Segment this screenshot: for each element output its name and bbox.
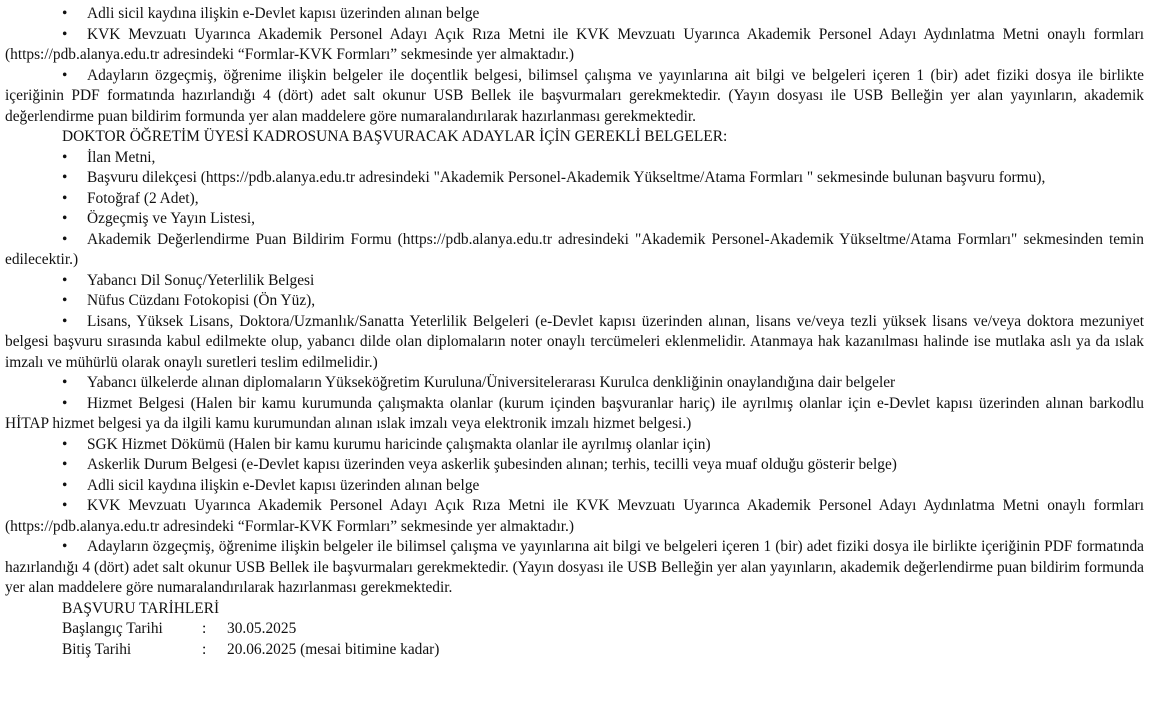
start-date-separator: : bbox=[202, 620, 207, 637]
bullet-icon: • bbox=[62, 456, 68, 473]
document-page bbox=[5, 4, 1144, 660]
bullet-icon: • bbox=[62, 374, 68, 391]
list-item: • KVK Mevzuatı Uyarınca Akademik Personel Adayı Açık Rıza Metni ile KVK Mevzuatı Uyarınca Akademik Personel Adayı Aydınlatma Metni onaylı formları (https://pdb.alanya.edu.tr adresindeki “Formlar-KVK Formları” sekmesinde yer almaktadır.) bbox=[5, 25, 1144, 63]
bullet-icon: • bbox=[62, 292, 68, 309]
bullet-icon: • bbox=[62, 312, 68, 330]
list-item: • Fotoğraf (2 Adet), bbox=[5, 189, 1144, 210]
end-date-separator: : bbox=[202, 640, 207, 658]
list-item: • SGK Hizmet Dökümü (Halen bir kamu kurumu haricinde çalışmakta olanlar ile ayrılmış olanlar için) bbox=[5, 435, 1144, 456]
bullet-icon: • bbox=[62, 210, 68, 227]
start-date-row bbox=[5, 619, 1144, 640]
end-date-value: 20.06.2025 (mesai bitimine kadar) bbox=[227, 640, 440, 658]
list-item: • KVK Mevzuatı Uyarınca Akademik Personel Adayı Açık Rıza Metni ile KVK Mevzuatı Uyarınca Akademik Personel Adayı Aydınlatma Metni onaylı formları (https://pdb.alanya.edu.tr adresindeki “Formlar-KVK Formları” sekmesinde yer almaktadır.) bbox=[5, 497, 1144, 535]
dates-heading: BAŞVURU TARİHLERİ bbox=[62, 599, 220, 617]
end-date-label: Bitiş Tarihi bbox=[62, 640, 132, 658]
start-date-label: Başlangıç Tarihi bbox=[62, 620, 163, 637]
bullet-icon: • bbox=[62, 148, 68, 166]
list-item: • Lisans, Yüksek Lisans, Doktora/Uzmanlık/Sanatta Yeterlilik Belgeleri (e-Devlet kapısı üzerinden alınan, lisans ve/veya tezli yüksek lisans ve/veya doktora mezuniyet belgesi başvuru sırasında kabul edilmekte olup, yabancı dilde olan diplomaların noter onaylı tercümeleri eklenmelidir. Atanmaya hak kazanılması halinde ise mutlaka aslı ya da ıslak imzalı ve mühürlü olarak onaylı suretleri teslim edilmelidir.) bbox=[5, 312, 1144, 371]
list-item: • Adli sicil kaydına ilişkin e-Devlet kapısı üzerinden alınan belge bbox=[5, 4, 1144, 25]
list-item: • Yabancı Dil Sonuç/Yeterlilik Belgesi bbox=[5, 271, 1144, 292]
list-item: • Başvuru dilekçesi (https://pdb.alanya.edu.tr adresindeki "Akademik Personel-Akademik Yükseltme/Atama Formları " sekmesinde bulunan başvuru formu), bbox=[5, 168, 1144, 189]
list-item: • Adli sicil kaydına ilişkin e-Devlet kapısı üzerinden alınan belge bbox=[5, 476, 1144, 497]
list-item: • Akademik Değerlendirme Puan Bildirim Formu (https://pdb.alanya.edu.tr adresindeki "Akademik Personel-Akademik Yükseltme/Atama Formları" sekmesinden temin edilecektir.) bbox=[5, 230, 1144, 268]
bullet-icon: • bbox=[62, 230, 68, 248]
bullet-icon: • bbox=[62, 435, 68, 453]
end-date-row bbox=[5, 640, 1144, 661]
bullet-icon: • bbox=[62, 66, 68, 84]
section2-list bbox=[5, 148, 1144, 599]
bullet-icon: • bbox=[62, 169, 68, 186]
bullet-icon: • bbox=[62, 5, 68, 22]
section-heading: DOKTOR ÖĞRETİM ÜYESİ KADROSUNA BAŞVURACAK ADAYLAR İÇİN GEREKLİ BELGELER: bbox=[62, 128, 728, 145]
list-item: • İlan Metni, bbox=[5, 148, 1144, 169]
bullet-icon: • bbox=[62, 25, 68, 43]
bullet-icon: • bbox=[62, 394, 68, 412]
list-item: • Askerlik Durum Belgesi (e-Devlet kapısı üzerinden veya askerlik şubesinden alınan; terhis, tecilli veya muaf olduğu gösterir belge) bbox=[5, 455, 1144, 476]
bullet-icon: • bbox=[62, 476, 68, 494]
bullet-icon: • bbox=[62, 271, 68, 289]
list-item: • Özgeçmiş ve Yayın Listesi, bbox=[5, 209, 1144, 230]
start-date-value: 30.05.2025 bbox=[227, 620, 297, 637]
list-item: • Nüfus Cüzdanı Fotokopisi (Ön Yüz), bbox=[5, 291, 1144, 312]
bullet-icon: • bbox=[62, 189, 68, 207]
bullet-icon: • bbox=[62, 497, 68, 514]
section1-list bbox=[5, 4, 1144, 127]
bullet-icon: • bbox=[62, 538, 68, 555]
list-item: • Yabancı ülkelerde alınan diplomaların Yükseköğretim Kuruluna/Üniversitelerarası Kurulca denkliğinin onaylandığına dair belgeler bbox=[5, 373, 1144, 394]
list-item: • Adayların özgeçmiş, öğrenime ilişkin belgeler ile doçentlik belgesi, bilimsel çalışma ve yayınlarına ait bilgi ve belgeleri içeren 1 (bir) adet fiziki dosya ile birlikte içeriğinin PDF formatında hazırlandığı 4 (dört) adet salt okunur USB Bellek ile başvurmaları gerekmektedir. (Yayın dosyası ile USB Belleğin yer alan yayınların, akademik değerlendirme puan bildirim formunda yer alan maddelere göre numaralandırılarak hazırlanması gerekmektedir. bbox=[5, 66, 1144, 125]
list-item: • Adayların özgeçmiş, öğrenime ilişkin belgeler ile bilimsel çalışma ve yayınlarına ait bilgi ve belgeleri içeren 1 (bir) adet fiziki dosya ile birlikte içeriğinin PDF formatında hazırlandığı 4 (dört) adet salt okunur USB Bellek ile başvurmaları gerekmektedir. (Yayın dosyası ile USB Belleğin yer alan yayınların, akademik değerlendirme puan bildirim formunda yer alan maddelere göre numaralandırılarak hazırlanması gerekmektedir. bbox=[5, 538, 1144, 596]
list-item: • Hizmet Belgesi (Halen bir kamu kurumunda çalışmakta olanlar (kurum içinden başvuranlar hariç) ile ayrılmış olanlar için e-Devlet kapısı üzerinden alınan barkodlu HİTAP hizmet belgesi ya da ilgili kamu kurumundan alınan ıslak imzalı veya elektronik imzalı hizmet belgesi.) bbox=[5, 394, 1144, 432]
